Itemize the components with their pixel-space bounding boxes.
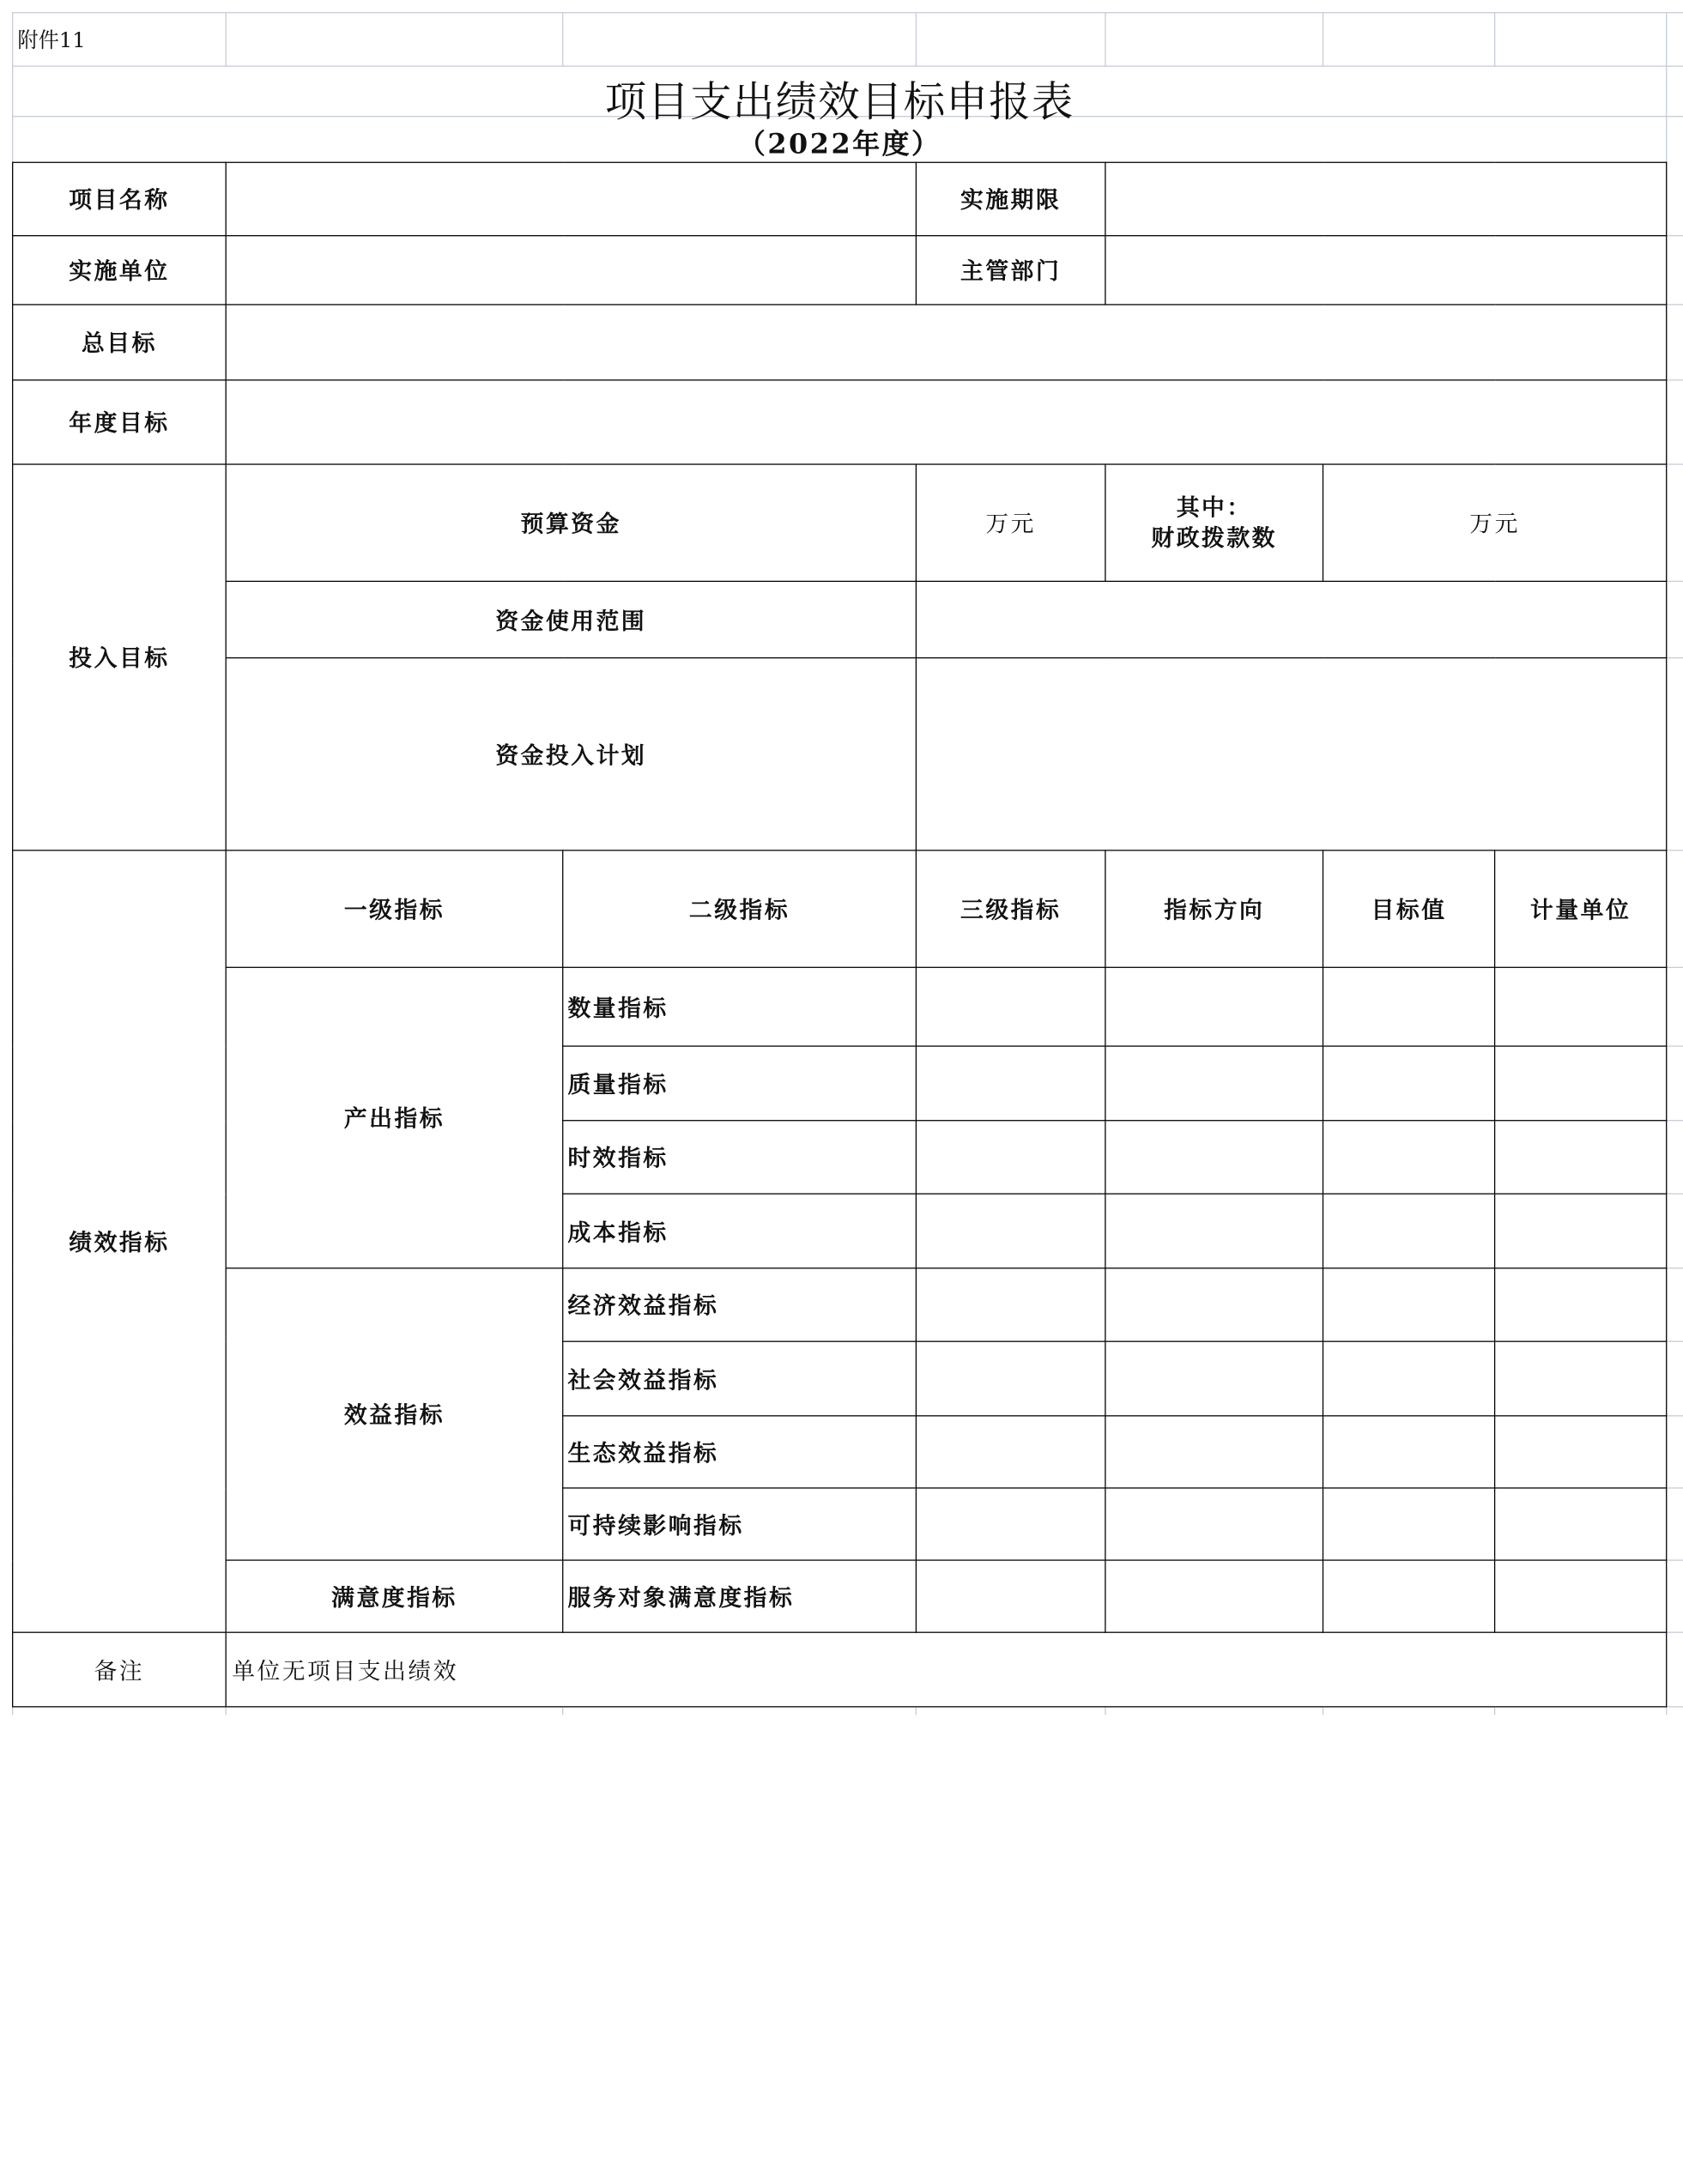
table-cell[interactable] <box>916 1194 1105 1268</box>
impl-unit-label: 实施单位 <box>13 236 227 305</box>
header-direction: 指标方向 <box>1105 850 1323 967</box>
table-cell[interactable] <box>1323 1488 1495 1560</box>
header-level3: 三级指标 <box>916 850 1105 967</box>
table-cell[interactable] <box>1105 1416 1323 1488</box>
overall-goal-field[interactable] <box>226 305 1667 380</box>
dept-field[interactable] <box>1105 236 1667 305</box>
table-cell[interactable] <box>1105 1194 1323 1268</box>
group-satisfaction: 满意度指标 <box>226 1560 563 1632</box>
table-cell[interactable] <box>1323 967 1495 1046</box>
table-cell[interactable] <box>1323 1046 1495 1121</box>
table-cell[interactable] <box>1495 1194 1667 1268</box>
table-cell[interactable] <box>1105 1560 1323 1632</box>
table-cell[interactable] <box>1495 967 1667 1046</box>
table-cell[interactable] <box>1495 1268 1667 1341</box>
indicator-ecological: 生态效益指标 <box>563 1416 917 1488</box>
table-cell[interactable] <box>916 1046 1105 1121</box>
table-cell[interactable] <box>916 1268 1105 1341</box>
table-cell[interactable] <box>916 1121 1105 1194</box>
impl-unit-field[interactable] <box>226 236 916 305</box>
attachment-label: 附件11 <box>17 28 86 53</box>
overall-goal-label: 总目标 <box>13 305 227 380</box>
indicator-cost: 成本指标 <box>563 1194 917 1268</box>
header-level1: 一级指标 <box>226 850 563 967</box>
fiscal-label <box>1105 464 1323 581</box>
table-cell[interactable] <box>1105 1341 1323 1416</box>
table-cell[interactable] <box>916 1416 1105 1488</box>
project-name-label: 项目名称 <box>13 162 227 235</box>
fund-plan-label: 资金投入计划 <box>226 658 916 850</box>
table-cell[interactable] <box>1495 1341 1667 1416</box>
fiscal-label-line1: 其中： <box>1176 493 1252 521</box>
input-goal-label: 投入目标 <box>13 464 227 850</box>
indicator-social: 社会效益指标 <box>563 1341 917 1416</box>
table-cell[interactable] <box>1323 1416 1495 1488</box>
indicator-service-satisfaction: 服务对象满意度指标 <box>563 1560 917 1632</box>
performance-label: 绩效指标 <box>13 850 227 1632</box>
table-cell[interactable] <box>1105 1268 1323 1341</box>
group-benefit: 效益指标 <box>226 1268 563 1560</box>
header-target: 目标值 <box>1323 850 1495 967</box>
page-subtitle: （2022年度） <box>737 128 941 160</box>
budget-unit: 万元 <box>916 464 1105 581</box>
table-cell[interactable] <box>916 1560 1105 1632</box>
group-output: 产出指标 <box>226 967 563 1267</box>
table-cell[interactable] <box>1105 1121 1323 1194</box>
annual-goal-label: 年度目标 <box>13 380 227 464</box>
header-level2: 二级指标 <box>563 850 917 967</box>
table-cell[interactable] <box>1323 1194 1495 1268</box>
table-cell[interactable] <box>1495 1560 1667 1632</box>
table-cell[interactable] <box>916 1488 1105 1560</box>
table-cell[interactable] <box>1105 1488 1323 1560</box>
table-cell[interactable] <box>916 1341 1105 1416</box>
impl-period-label: 实施期限 <box>916 162 1105 235</box>
table-cell[interactable] <box>1323 1341 1495 1416</box>
table-cell[interactable] <box>1495 1416 1667 1488</box>
header-unit: 计量单位 <box>1495 850 1667 967</box>
table-cell[interactable] <box>1323 1268 1495 1341</box>
budget-label: 预算资金 <box>226 464 916 581</box>
indicator-quality: 质量指标 <box>563 1046 917 1121</box>
table-cell[interactable] <box>916 967 1105 1046</box>
table-cell[interactable] <box>1495 1121 1667 1194</box>
indicator-timeliness: 时效指标 <box>563 1121 917 1194</box>
table-cell[interactable] <box>1105 967 1323 1046</box>
project-name-field[interactable] <box>226 162 916 235</box>
fiscal-unit: 万元 <box>1323 464 1667 581</box>
indicator-economic: 经济效益指标 <box>563 1268 917 1341</box>
fund-scope-field[interactable] <box>916 581 1666 657</box>
fund-plan-field[interactable] <box>916 658 1666 850</box>
table-cell[interactable] <box>1323 1560 1495 1632</box>
fiscal-label-line2: 财政拨款数 <box>1151 523 1277 552</box>
page-title: 项目支出绩效目标申报表 <box>604 77 1075 126</box>
dept-label: 主管部门 <box>916 236 1105 305</box>
table-cell[interactable] <box>1495 1046 1667 1121</box>
table-cell[interactable] <box>1323 1121 1495 1194</box>
remarks-value[interactable]: 单位无项目支出绩效 <box>226 1632 1667 1707</box>
indicator-sustainable: 可持续影响指标 <box>563 1488 917 1560</box>
indicator-quantity: 数量指标 <box>563 967 917 1046</box>
table-cell[interactable] <box>1105 1046 1323 1121</box>
fund-scope-label: 资金使用范围 <box>226 581 916 657</box>
remarks-label: 备注 <box>13 1632 227 1707</box>
impl-period-field[interactable] <box>1105 162 1667 235</box>
table-cell[interactable] <box>1495 1488 1667 1560</box>
annual-goal-field[interactable] <box>226 380 1667 464</box>
performance-form-table <box>12 162 1667 1708</box>
